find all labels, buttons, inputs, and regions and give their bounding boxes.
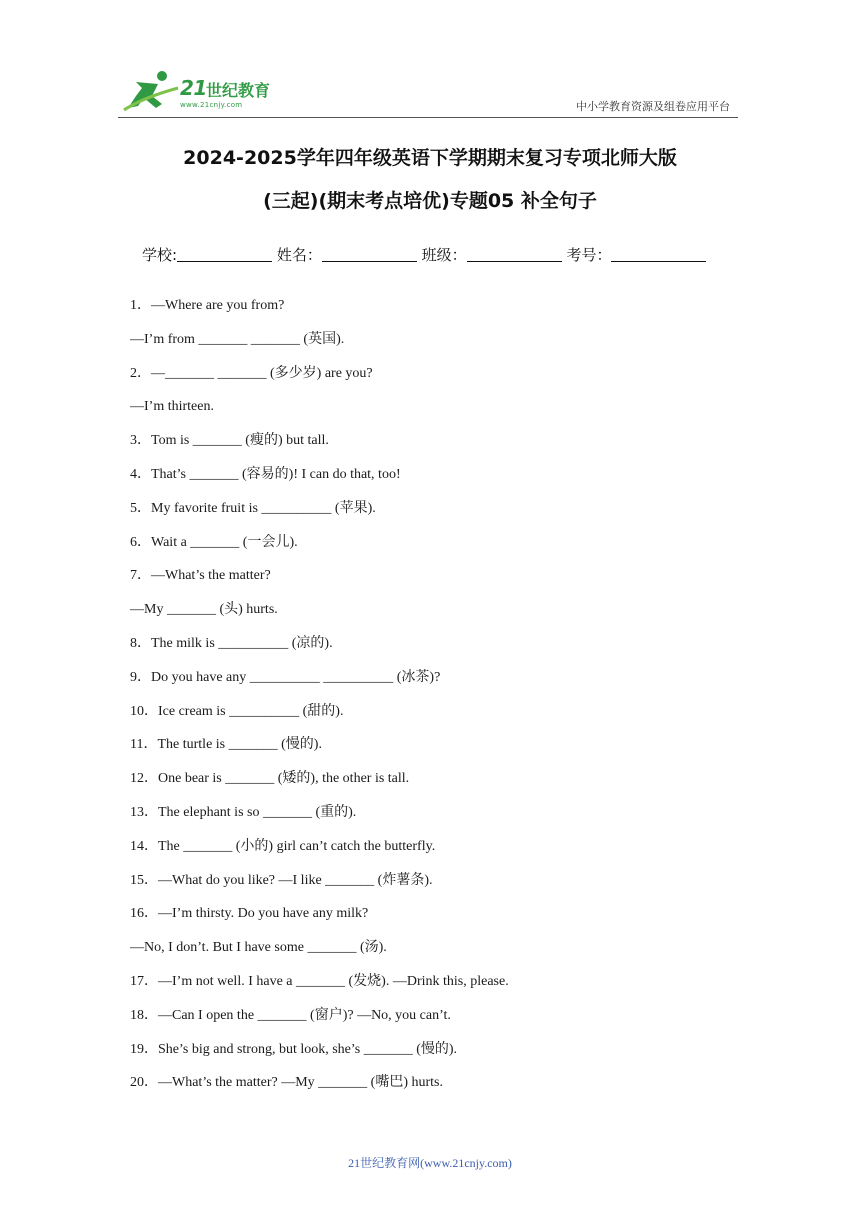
question-line: 11．The turtle is _______ (慢的). [130, 737, 322, 753]
question-line: 7．—What’s the matter? [130, 568, 271, 584]
page-header [118, 66, 738, 118]
name-blank[interactable] [322, 245, 417, 262]
question-line: 3．Tom is _______ (瘦的) but tall. [130, 433, 329, 449]
page-title-line-2: (三起)(期末考点培优)专题05 补全句子 [263, 190, 597, 212]
question-line: —I’m from _______ _______ (英国). [130, 331, 345, 347]
question-line: 9．Do you have any __________ __________ (冰茶)? [130, 669, 441, 685]
question-line: —No, I don’t. But I have some _______ (汤). [130, 940, 387, 956]
question-line: 12．One bear is _______ (矮的), the other is tall. [130, 771, 410, 787]
question-line: 16．—I’m thirsty. Do you have any milk? [130, 906, 369, 922]
question-line: 4．That’s _______ (容易的)! I can do that, too! [130, 466, 401, 482]
name-label: 姓名： [276, 246, 322, 264]
question-line: 20．—What’s the matter? —My _______ (嘴巴) hurts. [130, 1075, 444, 1091]
logo-url: www.21cnjy.com [180, 101, 243, 109]
logo [122, 68, 292, 116]
question-line: 19．She’s big and strong, but look, she’s _______ (慢的). [130, 1041, 458, 1057]
exam-no-label: 考号： [566, 246, 612, 264]
question-list [130, 296, 770, 1107]
exam-no-blank[interactable] [611, 245, 706, 262]
class-label: 班级： [421, 246, 467, 264]
question-line: —I’m thirteen. [130, 399, 214, 415]
question-line: 10．Ice cream is __________ (甜的). [130, 703, 344, 719]
question-line: 6．Wait a _______ (一会儿). [130, 534, 298, 550]
header-divider [118, 117, 738, 118]
logo-text: 世纪教育 [206, 81, 271, 100]
runner-logo-icon [122, 68, 182, 114]
question-line: 14．The _______ (小的) girl can’t catch the butterfly. [130, 838, 436, 854]
question-line: 1．—Where are you from? [130, 298, 285, 313]
school-blank[interactable] [177, 245, 272, 262]
page-title-line-1: 2024-2025学年四年级英语下学期期末复习专项北师大版 [183, 147, 677, 169]
question-line: 8．The milk is __________ (凉的). [130, 635, 333, 651]
student-info-row [142, 244, 706, 265]
platform-label: 中小学教育资源及组卷应用平台 [576, 100, 730, 113]
question-line: 5．My favorite fruit is __________ (苹果). [130, 500, 376, 516]
question-line: 13．The elephant is so _______ (重的). [130, 804, 357, 820]
class-blank[interactable] [467, 245, 562, 262]
question-line: —My _______ (头) hurts. [130, 602, 278, 618]
school-label: 学校: [142, 246, 178, 264]
logo-number: 21 [180, 76, 207, 100]
question-line: 18．—Can I open the _______ (窗户)? —No, you can’t. [130, 1007, 451, 1023]
page-footer[interactable]: 21世纪教育网(www.21cnjy.com) [348, 1156, 512, 1170]
question-line: 2．—_______ _______ (多少岁) are you? [130, 365, 373, 381]
question-line: 15．—What do you like? —I like _______ (炸薯条). [130, 872, 433, 888]
question-line: 17．—I’m not well. I have a _______ (发烧). —Drink this, please. [130, 973, 509, 989]
